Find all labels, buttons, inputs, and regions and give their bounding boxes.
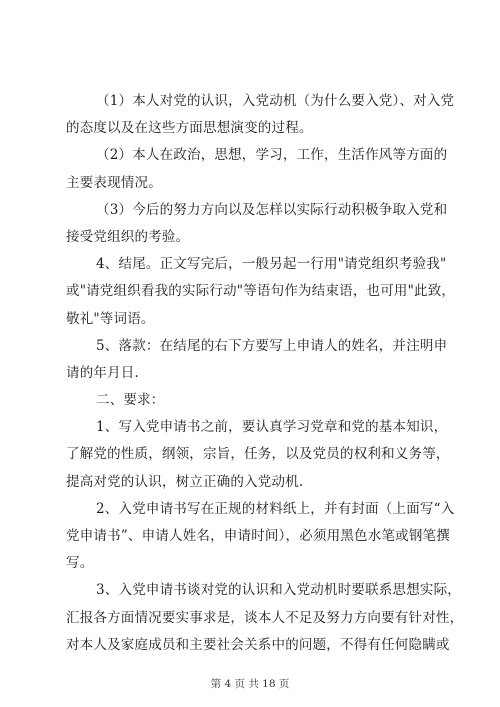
section-heading: 二、要求：: [96, 392, 165, 409]
paragraph-line: 1、写入党申请书之前，要认真学习党章和党的基本知识，: [96, 419, 448, 436]
paragraph-line: 的态度以及在这些方面思想演变的过程。: [66, 120, 313, 137]
paragraph-line: 4、结尾。正文写完后，一般另起一行用"请党组织考验我": [96, 256, 447, 273]
paragraph-line: 写。: [66, 555, 94, 572]
paragraph-line: 敬礼"等词语。: [66, 310, 155, 327]
paragraph-line: 接受党组织的考验。: [66, 228, 190, 245]
paragraph-line: 提高对党的认识，树立正确的入党动机.: [66, 473, 304, 490]
paragraph-line: 请的年月日.: [66, 364, 139, 381]
page-number: 第 4 页 共 18 页: [210, 678, 290, 690]
paragraph-line: 3、入党申请书谈对党的认识和入党动机时要联系思想实际，: [96, 582, 461, 599]
paragraph-line: 主要表现情况。: [66, 174, 162, 191]
paragraph-line: 2、入党申请书写在正规的材料纸上，并有封面（上面写“入: [96, 500, 455, 517]
paragraph-line: 或"请党组织看我的实际行动"等语句作为结束语，也可用"此致，: [66, 283, 456, 300]
paragraph-line: 5、落款：在结尾的右下方要写上申请人的姓名，并注明申: [96, 337, 448, 354]
paragraph-line: 对本人及家庭成员和主要社会关系中的问题，不得有任何隐瞒或: [66, 636, 450, 653]
document-body: [66, 88, 464, 659]
paragraph-line: （3）今后的努力方向以及怎样以实际行动积极争取入党和: [96, 201, 448, 218]
paragraph-line: （1）本人对党的认识，入党动机（为什么要入党）、对入党: [96, 93, 455, 109]
paragraph-line: 汇报各方面情况要实事求是，谈本人不足及努力方向要有针对性，: [66, 609, 464, 626]
page-footer: [0, 676, 500, 691]
paragraph-line: （2）本人在政治，思想，学习，工作，生活作风等方面的: [96, 147, 448, 164]
paragraph-line: 党申请书”、申请人姓名，申请时间），必须用黑色水笔或钢笔撰: [66, 528, 450, 544]
paragraph-line: 了解党的性质，纲领，宗旨，任务，以及党员的权利和义务等，: [66, 446, 450, 463]
